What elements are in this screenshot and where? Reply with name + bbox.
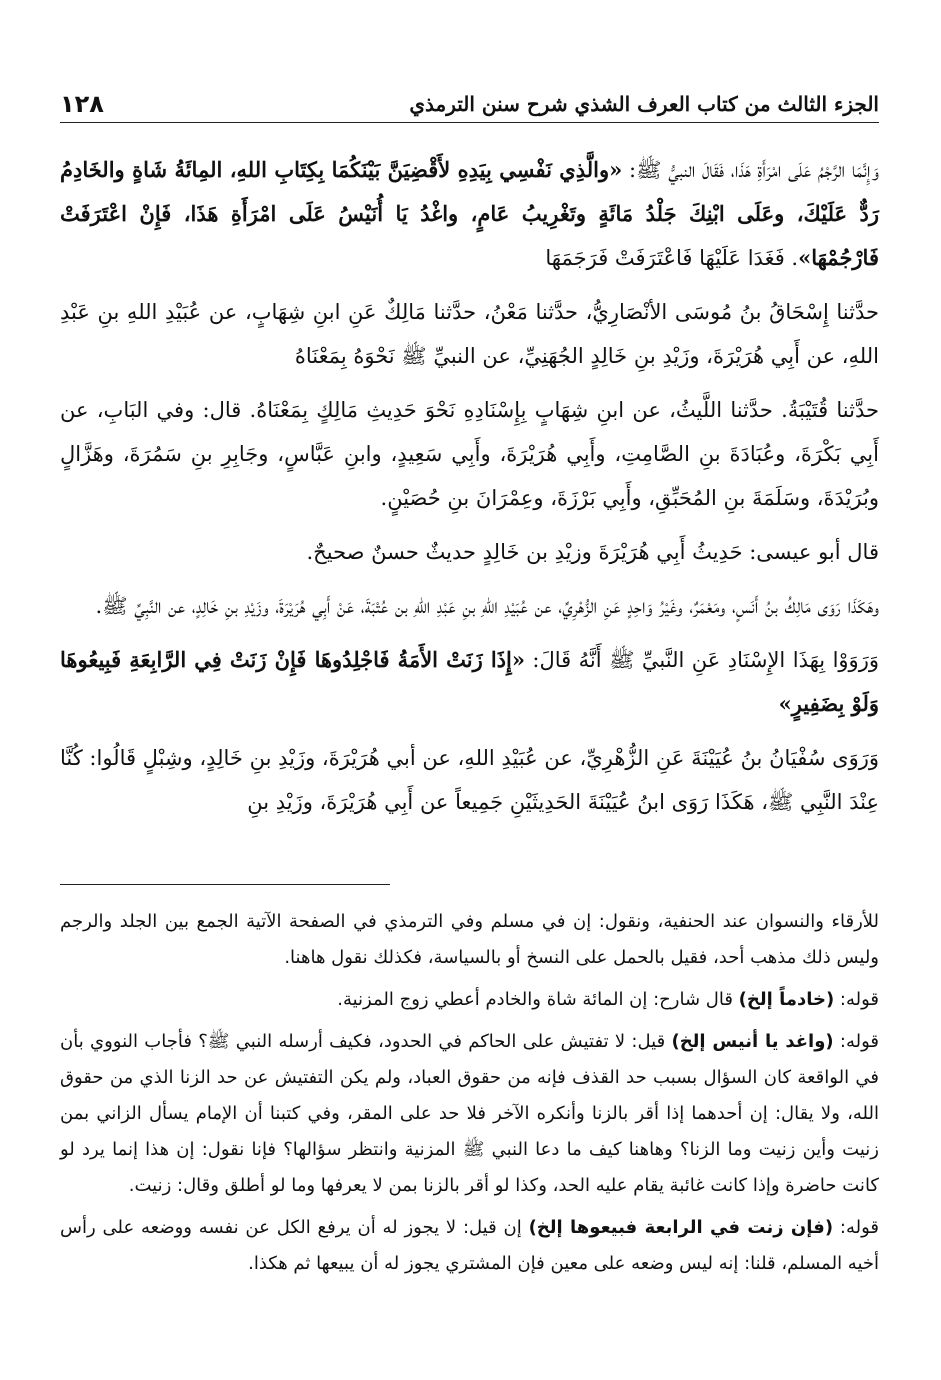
- note-4-heading: (فإن زنت في الرابعة فبيعوها إلخ): [528, 1217, 834, 1238]
- paragraph-4: قال أبو عيسى: حَدِيثُ أَبِي هُرَيْرَةَ وزيْدِ بن خَالِدٍ حديثٌ حسنٌ صحيحٌ.: [306, 540, 879, 564]
- paragraph-1: [60, 148, 879, 280]
- paragraph-6: [60, 638, 879, 726]
- note-2-lead: قوله:: [834, 989, 879, 1010]
- paragraph-5: وهَكَذَا رَوَى مَالِكُ بنُ أَنَسٍ، ومَعْمَرٌ، وغَيْرُ وَاحِدٍ عَنِ الزُّهْرِيِّ، عن عُبَيْدِ اللهِ بنِ عَبْدِ اللهِ بن عُتْبَةَ، عَنْ أَبِي هُرَيْرَةَ، وزَيْدِ بنِ خَالِدٍ، عن النَّبِيِّ ﷺ.: [95, 594, 879, 618]
- note-4-text: إن قيل: لا يجوز له أن يرفع الكل عن نفسه ووضعه على رأس أخيه المسلم، قلنا: إنه ليس وضعه على معين فإن المشتري يجوز له أن يبيعها ثم هكذا.: [60, 1217, 879, 1274]
- paragraph-7: وَرَوَى سُفْيَانُ بنُ عُيَيْنَةَ عَنِ الزُّهْرِيِّ، عن عُبَيْدِ اللهِ، عن أبي هُرَيْرَةَ، وزَيْدِ بنِ خَالِدٍ، وشِبْلٍ قَالُوا: كُنَّا عِنْدَ النَّبِي ﷺ، هَكَذَا رَوَى ابنُ عُيَيْنَةَ الحَدِيثَيْنِ جَمِيعاً عن أَبِي هُرَيْرَةَ، وزَيْدِ بنِ: [60, 746, 879, 814]
- running-title: الجزء الثالث من كتاب العرف الشذي شرح سنن الترمذي: [409, 92, 879, 116]
- note-4-lead: قوله:: [833, 1217, 879, 1238]
- paragraph-2: حدَّثنا إِسْحَاقُ بنُ مُوسَى الأنْصَارِيُّ، حدَّثنا مَعْنُ، حدَّثنا مَالِكٌ عَنِ ابنِ شِهَابٍ، عن عُبَيْدِ اللهِ بنِ عَبْدِ اللهِ، عن أَبِي هُرَيْرَةَ، وزَيْدِ بنِ خَالِدٍ الجُهَنِيِّ، عن النبيِّ ﷺ نَحْوَهُ بِمَعْنَاهُ: [60, 300, 879, 368]
- footnote-divider: [60, 884, 390, 885]
- page-header: [60, 82, 879, 123]
- note-2: [60, 982, 879, 1018]
- footnotes: [60, 904, 879, 1288]
- page-number: ١٢٨: [60, 90, 104, 118]
- p1-hadith-quote: «والَّذِي نَفْسِي بِيَدِهِ لأَقْضِيَنَّ بَيْنَكُمَا بِكِتَابِ اللهِ، المِائَةُ شَاةٍ والخَادِمُ رَدٌّ عَلَيْكَ، وعَلَى ابْنِكَ جَلْدُ مَائَةٍ وتَغْرِيبُ عَامٍ، واغْدُ يَا أُنَيْسُ عَلَى امْرَأَةِ هَذَا، فَإِنْ اعْتَرَفَتْ فَارْجُمْهَا»: [60, 157, 879, 270]
- p6-hadith-quote: «إِذَا زَنَتْ الأَمَةُ فَاجْلِدُوهَا فَإِنْ زَنَتْ فِي الرَّابِعَةِ فَبِيعُوهَا وَلَوْ بِضَفِيرٍ»: [60, 647, 879, 716]
- note-3-text: قيل: لا تفتيش على الحاكم في الحدود، فكيف أرسله النبي ﷺ؟ فأجاب النووي بأن في الواقعة كان السؤال بسبب حد القذف فإنه من حقوق العباد، ولم يكن التفتيش عن حد الزنا الذي من حقوق الله، ولا يقال: إن أحدهما إذا أقر بالزنا وأنكره الآخر فلا حد على المقر، وفي كتبنا أن الإمام يسأل الزاني بمن زنيت وأين زنيت وما الزنا؟ وهاهنا كيف ما دعا النبي ﷺ المزنية وانتظر سؤالها؟ فإنا نقول: إن هذا إنما يرد لو كانت حاضرة وإذا كانت غائبة يقام عليه الحد، وكذا لو أقر بالزنا بمن لا يعرفها وما لو أطلق وقال: زنيت.: [60, 1031, 879, 1196]
- note-3-heading: (واغد يا أنيس إلخ): [671, 1031, 834, 1052]
- note-3-lead: قوله:: [833, 1031, 879, 1052]
- note-3: [60, 1024, 879, 1204]
- note-2-heading: (خادماً إلخ): [738, 989, 835, 1010]
- p6-lead: وَرَوَوْا بِهَذَا الإِسْنَادِ عَنِ النَّبيِّ ﷺ أَنَّهُ قَالَ:: [524, 648, 879, 672]
- note-4: [60, 1210, 879, 1282]
- note-1: للأرقاء والنسوان عند الحنفية، ونقول: إن في مسلم وفي الترمذي في الصفحة الآتية الجمع بين الجلد والرجم وليس ذلك مذهب أحد، فقيل بالحمل على النسخ أو بالسياسة، فكذلك نقول هاهنا.: [60, 911, 879, 968]
- p1-lead: وَإِنَّمَا الرَّجْمُ عَلَى امْرَأَةِ هَذَا، فَقَالَ النبيُّ ﷺ:: [622, 158, 879, 182]
- main-text: [60, 148, 879, 834]
- note-2-text: قال شارح: إن المائة شاة والخادم أعطي زوج المزنية.: [337, 989, 739, 1010]
- paragraph-3: حدَّثنا قُتَيْبَةُ. حدَّثنا اللَّيثُ، عن ابنِ شِهَابٍ بِإِسْنَادِهِ نَحْوَ حَدِيثِ مَالِكٍ بِمَعْنَاهُ. قال: وفي البَابِ، عن أَبِي بَكْرَةَ، وعُبَادَةَ بنِ الصَّامِتِ، وأَبِي هُرَيْرَةَ، وأَبِي سَعِيدٍ، وابنِ عَبَّاسٍ، وجَابِرِ بنِ سَمُرَةَ، وهَزَّالٍ وبُرَيْدَةَ، وسَلَمَةَ بنِ المُحَبِّقِ، وأَبِي بَرْزَةَ، وعِمْرَانَ بنِ حُصَيْنٍ.: [60, 398, 879, 510]
- p1-tail: . فَغَدَا عَلَيْهَا فَاعْتَرَفَتْ فَرَجَمَهَا: [545, 246, 799, 270]
